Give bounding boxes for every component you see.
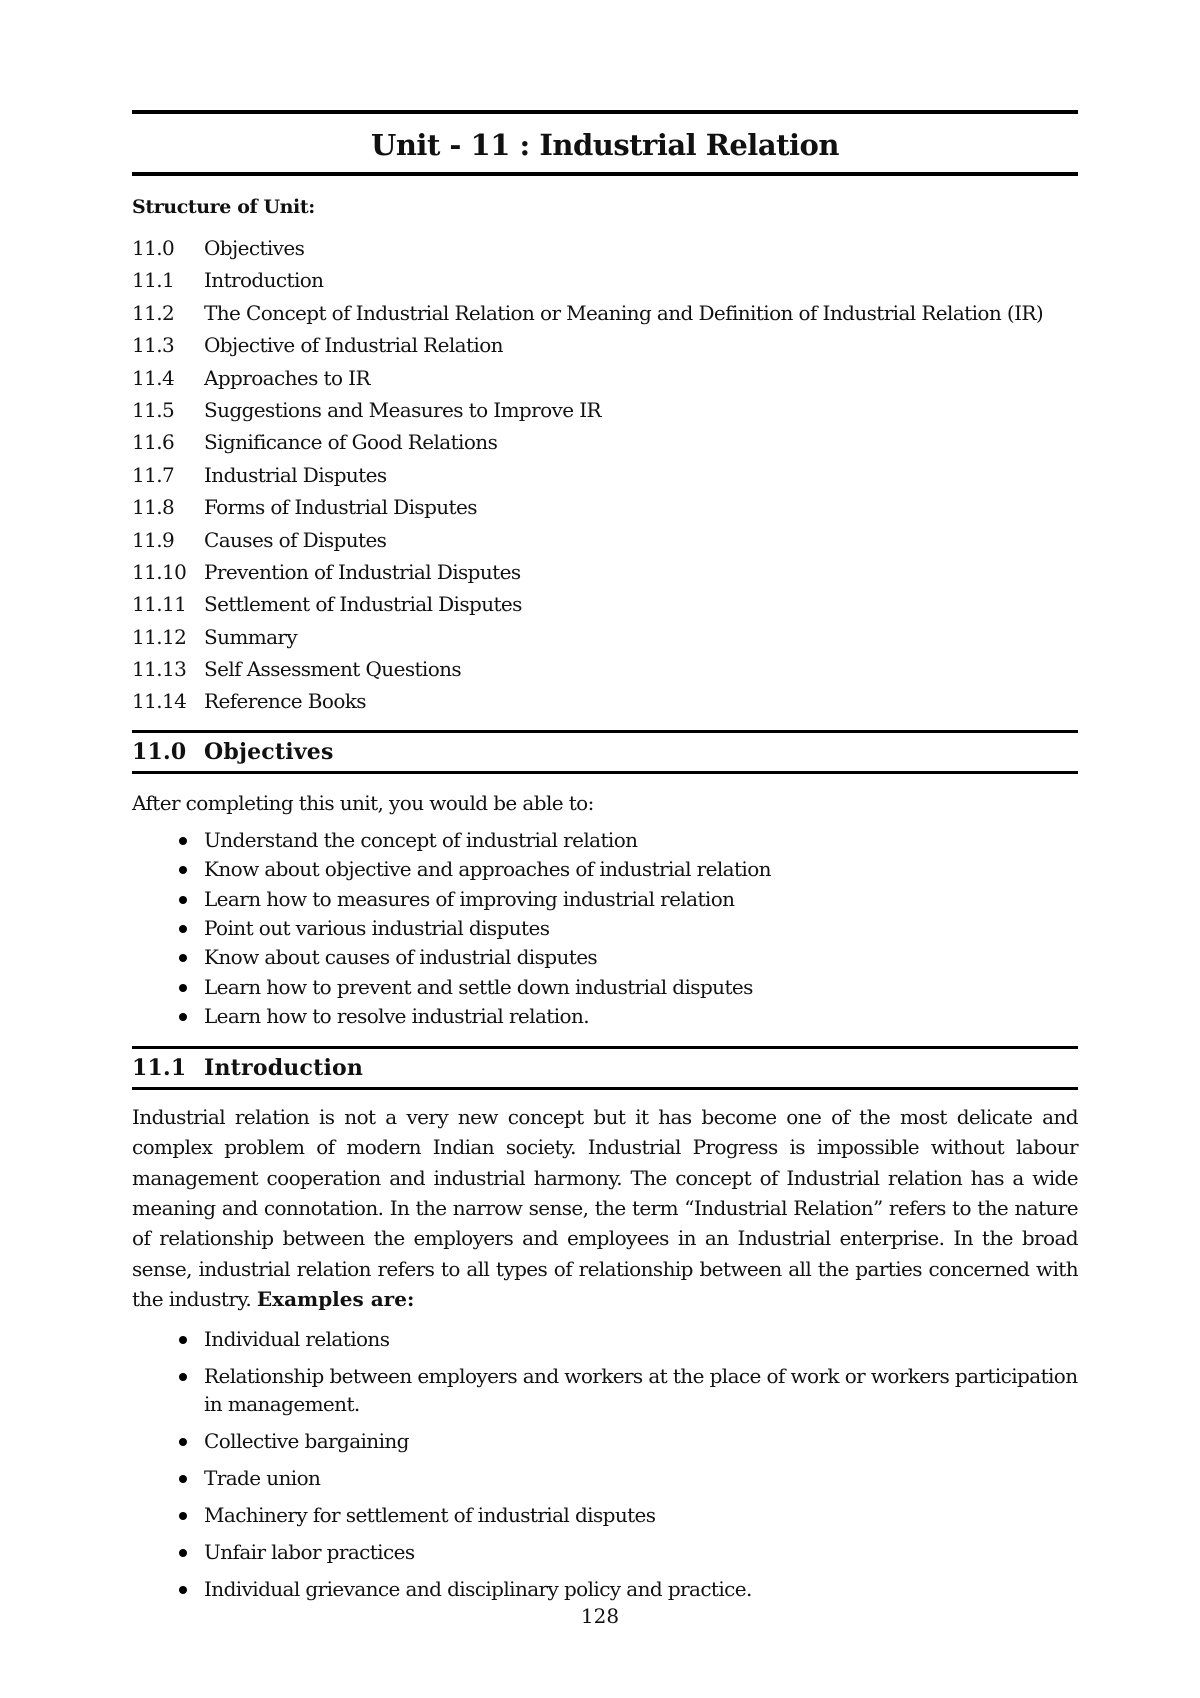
structure-item <box>132 459 1078 491</box>
structure-item-text: Self Assessment Questions <box>204 657 462 682</box>
structure-item-text: Suggestions and Measures to Improve IR <box>204 397 601 422</box>
structure-item-number: 11.12 <box>132 624 187 649</box>
structure-item <box>132 329 1078 361</box>
introduction-paragraph <box>132 1102 1078 1315</box>
bullet-dot-icon <box>179 1475 187 1483</box>
section-number: 11.0 <box>132 738 187 765</box>
structure-list <box>132 232 1078 718</box>
structure-item-number: 11.9 <box>132 527 175 552</box>
bullet-dot-icon <box>179 1013 187 1021</box>
structure-item-number: 11.14 <box>132 689 187 714</box>
structure-item <box>132 588 1078 620</box>
bullet-dot-icon <box>179 984 187 992</box>
structure-item <box>132 653 1078 685</box>
section-number: 11.1 <box>132 1054 187 1081</box>
structure-item <box>132 491 1078 523</box>
structure-item-text: Significance of Good Relations <box>204 430 498 455</box>
bullet-item <box>132 1538 1078 1566</box>
section-heading-introduction <box>132 1046 1078 1090</box>
structure-item <box>132 556 1078 588</box>
bullet-text: Collective bargaining <box>204 1428 409 1453</box>
bullet-dot-icon <box>179 1549 187 1557</box>
structure-item-number: 11.0 <box>132 236 175 260</box>
objectives-intro: After completing this unit, you would be able to: <box>132 790 594 815</box>
section-title: Introduction <box>204 1054 364 1081</box>
bullet-text: Point out various industrial disputes <box>204 916 550 941</box>
bullet-text: Trade union <box>204 1465 321 1490</box>
bullet-dot-icon <box>179 925 187 933</box>
structure-item-number: 11.5 <box>132 397 175 422</box>
structure-item <box>132 426 1078 458</box>
structure-item-text: Settlement of Industrial Disputes <box>204 592 522 617</box>
bullet-dot-icon <box>179 837 187 845</box>
bullet-dot-icon <box>179 896 187 904</box>
structure-item-text: Industrial Disputes <box>204 462 387 487</box>
bullet-item <box>132 855 1078 884</box>
structure-item-text: Approaches to IR <box>204 365 370 390</box>
structure-item-text: Forms of Industrial Disputes <box>204 495 477 520</box>
structure-item <box>132 362 1078 394</box>
bullet-item <box>132 826 1078 855</box>
page-number: 128 <box>580 1604 620 1628</box>
structure-item <box>132 264 1078 296</box>
bullet-item <box>132 1575 1078 1603</box>
bullet-text: Individual relations <box>204 1326 390 1351</box>
examples-list <box>132 1325 1078 1603</box>
bullet-item <box>132 943 1078 972</box>
structure-item-text: Objective of Industrial Relation <box>204 333 503 358</box>
structure-item-text: Reference Books <box>204 689 366 714</box>
structure-item-text: Objectives <box>204 236 305 260</box>
structure-item-number: 11.2 <box>132 300 175 325</box>
bullet-text: Relationship between employers and workers at the place of work or workers participation in management. <box>204 1363 1078 1416</box>
examples-label: Examples are: <box>256 1287 415 1312</box>
structure-item-number: 11.13 <box>132 657 187 682</box>
bullet-item <box>132 1002 1078 1031</box>
structure-item-number: 11.7 <box>132 462 175 487</box>
bullet-dot-icon <box>179 1373 187 1381</box>
bullet-text: Individual grievance and disciplinary policy and practice. <box>204 1576 752 1601</box>
structure-item-number: 11.4 <box>132 365 175 390</box>
bullet-text: Unfair labor practices <box>204 1539 415 1564</box>
structure-item-text: Causes of Disputes <box>204 527 387 552</box>
bullet-text: Learn how to resolve industrial relation. <box>204 1004 589 1029</box>
structure-item-number: 11.11 <box>132 592 187 617</box>
structure-item-text: Introduction <box>204 268 324 293</box>
structure-item <box>132 297 1078 329</box>
bullet-text: Learn how to prevent and settle down industrial disputes <box>204 974 753 999</box>
bullet-text: Understand the concept of industrial relation <box>204 827 638 852</box>
structure-item-number: 11.3 <box>132 333 175 358</box>
bullet-dot-icon <box>179 1336 187 1344</box>
bullet-item <box>132 1362 1078 1418</box>
bullet-item <box>132 914 1078 943</box>
bullet-text: Machinery for settlement of industrial disputes <box>204 1502 656 1527</box>
title-bottom-rule <box>132 172 1078 176</box>
structure-item <box>132 524 1078 556</box>
structure-item-text: The Concept of Industrial Relation or Meaning and Definition of Industrial Relation (IR) <box>204 300 1044 325</box>
bullet-item <box>132 1464 1078 1492</box>
objectives-list <box>132 826 1078 1032</box>
bullet-dot-icon <box>179 1586 187 1594</box>
structure-item-number: 11.10 <box>132 559 187 584</box>
structure-item <box>132 685 1078 717</box>
bullet-dot-icon <box>179 954 187 962</box>
structure-label: Structure of Unit: <box>132 196 315 218</box>
structure-item-number: 11.1 <box>132 268 175 293</box>
bullet-text: Know about causes of industrial disputes <box>204 945 598 970</box>
structure-item-text: Summary <box>204 624 298 649</box>
structure-item-number: 11.6 <box>132 430 175 455</box>
bullet-dot-icon <box>179 1512 187 1520</box>
bullet-item <box>132 973 1078 1002</box>
section-heading-objectives <box>132 730 1078 774</box>
structure-item <box>132 232 1078 264</box>
bullet-dot-icon <box>179 1438 187 1446</box>
bullet-text: Learn how to measures of improving industrial relation <box>204 886 735 911</box>
bullet-item <box>132 885 1078 914</box>
section-title: Objectives <box>204 738 334 765</box>
structure-item-number: 11.8 <box>132 495 175 520</box>
bullet-item <box>132 1427 1078 1455</box>
unit-title: Unit - 11 : Industrial Relation <box>371 128 839 162</box>
bullet-dot-icon <box>179 866 187 874</box>
page-content <box>132 110 1078 1612</box>
structure-item <box>132 621 1078 653</box>
bullet-item <box>132 1501 1078 1529</box>
structure-item-text: Prevention of Industrial Disputes <box>204 559 521 584</box>
bullet-text: Know about objective and approaches of industrial relation <box>204 857 771 882</box>
introduction-text: Industrial relation is not a very new concept but it has become one of the most delicate and complex problem of modern Indian society. Industrial Progress is impossible without labour management cooperation and industrial harmony. The concept of Industrial relation has a wide meaning and connotation. In the narrow sense, the term “Industrial Relation” refers to the nature of relationship between the employers and employees in an Industrial enterprise. In the broad sense, industrial relation refers to all types of relationship between all the parties concerned with the industry. <box>132 1104 1078 1312</box>
bullet-item <box>132 1325 1078 1353</box>
structure-item <box>132 394 1078 426</box>
